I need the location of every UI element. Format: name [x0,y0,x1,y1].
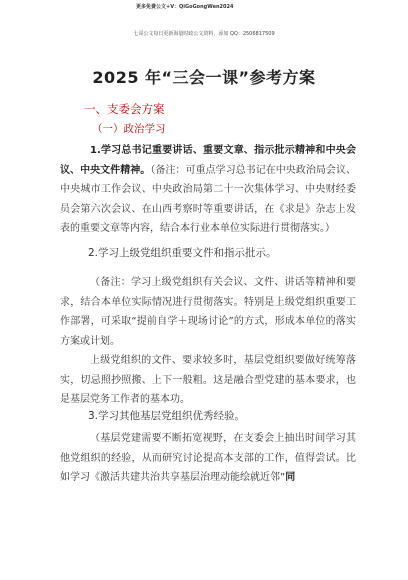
item3-label: 3.学习其他基层党组织优秀经验。 [88,410,246,422]
item1-paragraph [60,141,356,239]
section-heading: 一、支委会方案 [84,102,165,116]
item3-note-end: 同 [285,472,296,484]
item2-note1: （备注：学习上级党组织有关会议、文件、讲话等精神和要求，结合本单位实际情况进行贯彻落实。特别是上级党组织重要工作部署，可采取“提前自学＋现场讨论”的方式，形成本单位的落实方案或计划。 [60,277,356,347]
sub-heading: （一）政治学习 [92,123,166,135]
item2-label: 2.学习上级党组织重要文件和指示批示。 [88,247,277,259]
item3-note: （基层党建需要不断拓宽视野，在支委会上抽出时间学习其他党组织的经验，从而研究讨论提高本支部的工作，值得尝试。比如学习《激活共建共治共享基层治理动能绘就近邻” [60,433,356,484]
header-note: 七哥公文每日更新海量时政公文资料，添加 QQ：2506817509 [133,31,275,37]
item2-note2: 上级党组织的文件、要求较多时，基层党组织要做好统筹落实，切忌照抄照搬、上下一般粗。这是融合型党建的基本要求，也是基层党务工作者的基本功。 [60,355,356,406]
top-banner: 更多免费公文+V：QiGoGongWen2024 [136,4,234,10]
page-title: 2025 年“三会一课”参考方案 [92,68,316,87]
item1-bold-text: 1.学习总书记重要讲话、重要文章、指示批示精神和中央会议、中央文件精神。 [60,145,356,176]
item3-paragraph [60,429,356,488]
item1-note: （备注：可重点学习总书记在中央政治局会议、中央城市工作会议、中央政治局第二十一次集体学习、中央财经委员会第六次会议、在山西考察时等重要讲话，在《求是》杂志上发表的重要文章等内容，结合本行业本单位实际进行贯彻落实。） [60,164,357,235]
